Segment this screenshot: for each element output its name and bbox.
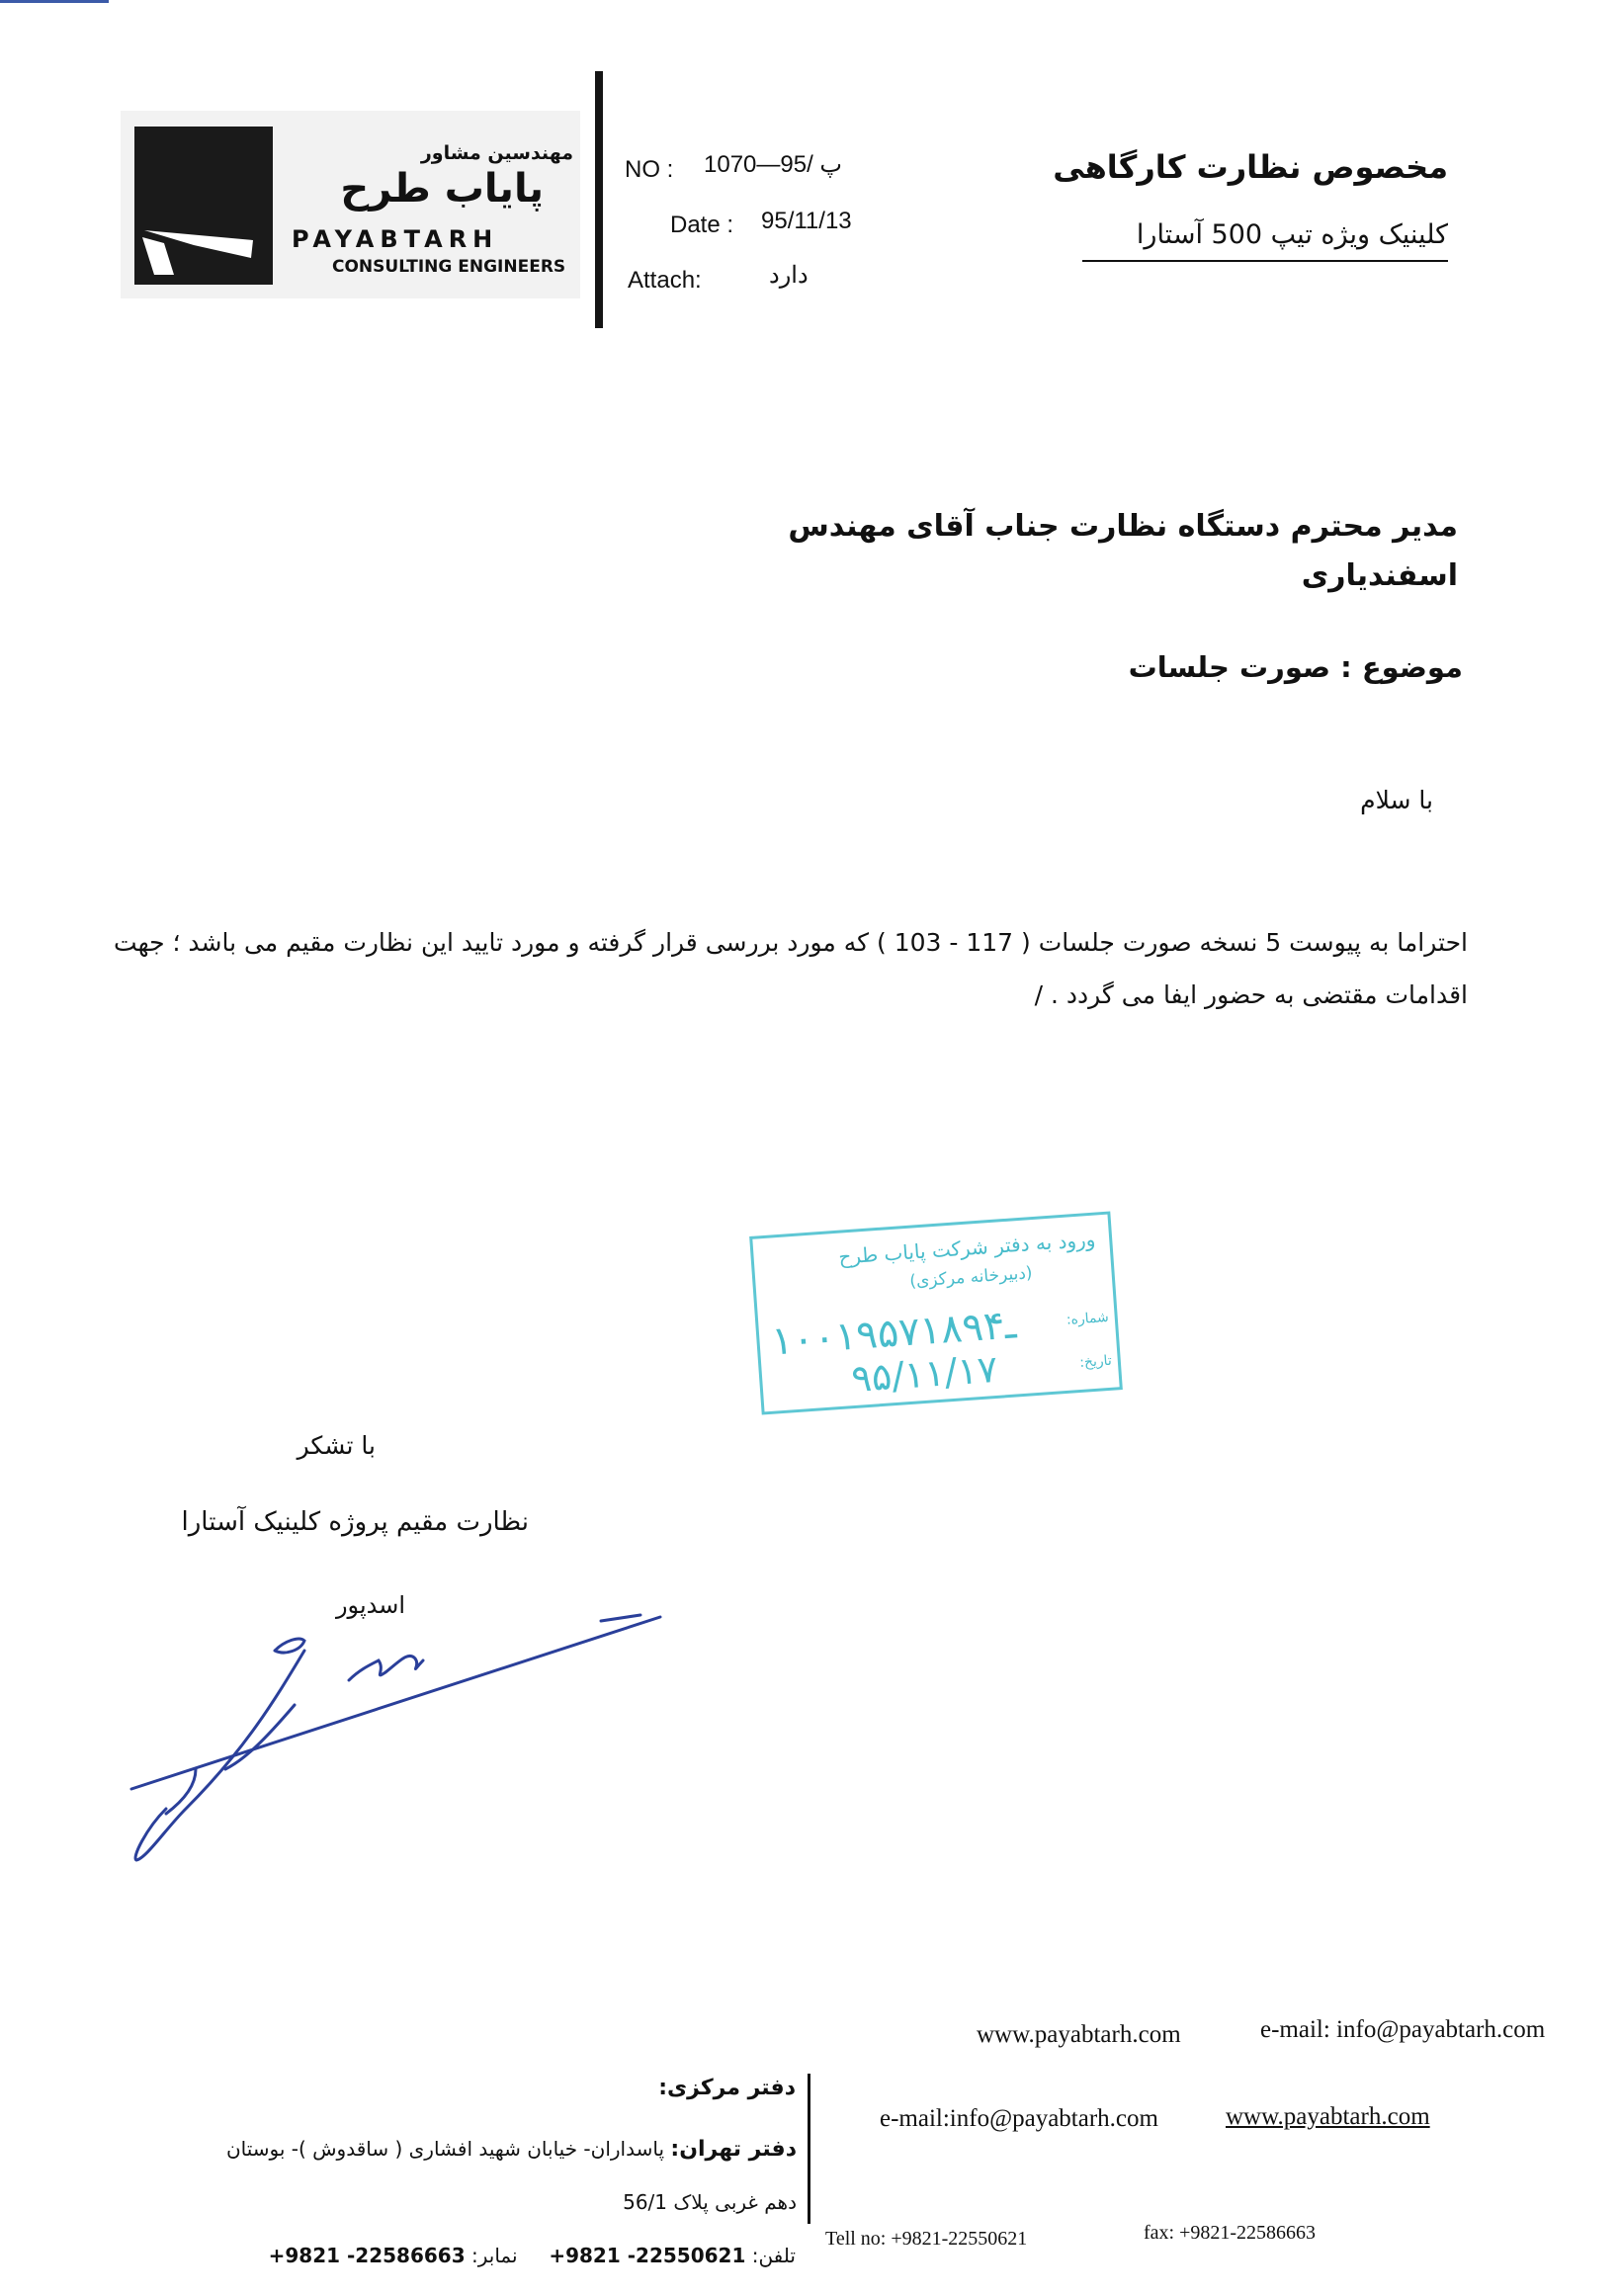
logo-emblem: [134, 127, 273, 285]
subject-line: موضوع : صورت جلسات: [1128, 650, 1463, 684]
addressee: مدیر محترم دستگاه نظارت جناب آقای مهندس اسفندیاری: [788, 509, 1458, 593]
footer-phone-fax: [242, 2244, 796, 2267]
footer-central-office-label: دفتر مرکزی:: [658, 2076, 796, 2100]
closing-thanks: با تشکر: [297, 1431, 376, 1460]
letter-body: احتراما به پیوست 5 نسخه صورت جلسات ( 117 - 103 ) که مورد بررسی قرار گرفته و مورد تایید این نظارت مقیم می باشد ؛ جهت اقدامات مقتضی به حضور ایفا می گردد . /: [114, 928, 1468, 1009]
footer-phone-label: تلفن:: [751, 2244, 796, 2267]
footer-email-secondary[interactable]: e-mail:info@payabtarh.com: [880, 2105, 1158, 2132]
footer-divider: [808, 2074, 810, 2224]
footer-fax-en: fax: +9821-22586663: [1144, 2222, 1317, 2244]
footer-phone-value: +9821 -22550621: [549, 2244, 746, 2267]
footer-website[interactable]: www.payabtarh.com: [977, 2021, 1181, 2048]
letter-number-value: پ /95—1070: [704, 151, 843, 178]
stamp-title: ورود به دفتر شرکت پایاب طرح: [837, 1227, 1097, 1269]
stamp-date-label: تاریخ:: [1078, 1352, 1113, 1371]
letter-date-value: 95/11/13: [761, 208, 852, 234]
stamp-number: ۱۰۰۱۹۵ـ۷۱۸۹۴: [770, 1302, 1018, 1365]
footer-tehran-address: [176, 2137, 797, 2162]
footer-tel-en: Tell no: +9821-22550621: [825, 2228, 1028, 2250]
logo-en-company-name: PAYABTARH: [292, 225, 499, 253]
footer-tehran-address-text: پاسداران- خیابان شهید افشاری ( ساقدوش )- بوستان: [225, 2137, 665, 2161]
attachment-value: دارد: [769, 262, 809, 289]
header-subtitle: کلینیک ویژه تیپ 500 آستارا: [1136, 219, 1448, 250]
footer-website-secondary[interactable]: www.payabtarh.com: [1226, 2103, 1430, 2130]
footer-fax-label: نمابر:: [470, 2244, 518, 2267]
handwritten-signature: [127, 1611, 680, 1878]
letter-date-label: Date :: [670, 212, 734, 238]
footer-plak: دهم غربی پلاک 56/1: [623, 2190, 797, 2214]
attachment-label: Attach:: [628, 267, 702, 294]
stamp-date: ۹۵/۱۱/۱۷: [849, 1346, 999, 1402]
header-title: مخصوص نظارت کارگاهی: [1053, 148, 1448, 186]
logo-en-subtitle: CONSULTING ENGINEERS: [332, 257, 566, 277]
header-subtitle-underline: [1082, 260, 1448, 262]
footer-fax-value: +9821 -22586663: [268, 2244, 466, 2267]
logo-fa-company-name: پایاب طرح: [340, 166, 544, 212]
footer-email[interactable]: e-mail: info@payabtarh.com: [1260, 2016, 1546, 2043]
stamp-number-label: شماره:: [1065, 1309, 1110, 1328]
signer-role: نظارت مقیم پروژه کلینیک آستارا: [181, 1507, 529, 1537]
letter-number-label: NO :: [625, 156, 674, 183]
greeting: با سلام: [1360, 786, 1433, 814]
received-stamp: [749, 1211, 1123, 1414]
signer-name: اسدپور: [335, 1591, 405, 1619]
stamp-subtitle: (دبیرخانه مرکزی): [908, 1263, 1034, 1292]
scan-edge-mark: [0, 0, 109, 3]
footer-tehran-label: دفتر تهران:: [670, 2137, 797, 2162]
header-divider: [595, 71, 603, 328]
logo-fa-small-text: مهندسین مشاور: [420, 142, 573, 164]
